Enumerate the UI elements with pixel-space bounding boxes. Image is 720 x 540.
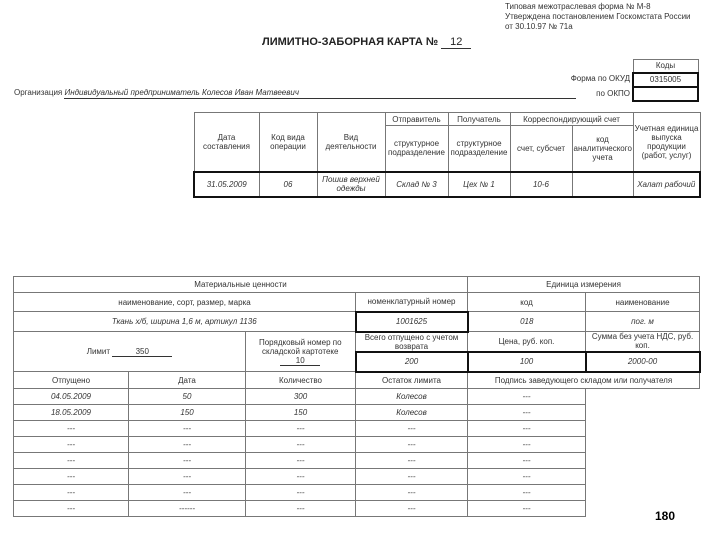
sum-value: 2000-00 [586, 352, 700, 372]
header-release-date: Дата [129, 372, 246, 389]
total-value: 200 [356, 352, 468, 372]
cell-activity: Пошив верхней одежды [317, 172, 385, 197]
cell-signature-extra: --- [468, 437, 586, 453]
header-code: код [468, 293, 586, 312]
header-receiver-sub: структурное подразделение [448, 126, 510, 172]
table-row [14, 469, 700, 485]
cell-balance: --- [246, 437, 356, 453]
header-unit: Учетная единица выпуска продукции (работ, услуг) [633, 113, 700, 172]
table-row [14, 501, 700, 517]
cell-quantity: --- [129, 469, 246, 485]
cell-date: 18.05.2009 [14, 405, 129, 421]
header-nomenclature: номенклатурный номер [356, 293, 468, 312]
cell-signature-extra: --- [468, 453, 586, 469]
cell-subaccount: 10-6 [510, 172, 572, 197]
material-code: 018 [468, 312, 586, 332]
cell-quantity: ------ [129, 501, 246, 517]
header-sum: Сумма без учета НДС, руб. коп. [586, 332, 700, 352]
header-quantity: Количество [246, 372, 356, 389]
cell-analytic [572, 172, 633, 197]
materials-table [13, 276, 701, 517]
table-row [194, 172, 700, 197]
header-receiver: Получатель [448, 113, 510, 126]
header-sender: Отправитель [385, 113, 448, 126]
form-header-note [505, 2, 691, 32]
approval-date-text: от 30.10.97 № 71а [505, 22, 573, 31]
cell-quantity: --- [129, 421, 246, 437]
cell-date: 04.05.2009 [14, 389, 129, 405]
released-label: Отпущено [14, 372, 129, 389]
card-number-value: 10 [280, 356, 320, 366]
material-name: Ткань х/б, ширина 1,6 м, артикул 1136 [14, 312, 356, 332]
header-price: Цена, руб. коп. [468, 332, 586, 352]
header-sender-sub: структурное подразделение [385, 126, 448, 172]
cell-date: --- [14, 453, 129, 469]
cell-date: --- [14, 421, 129, 437]
header-limit-balance: Остаток лимита [356, 372, 468, 389]
cell-signature: --- [356, 421, 468, 437]
table-row [14, 453, 700, 469]
cell-signature-extra: --- [468, 389, 586, 405]
cell-quantity: --- [129, 453, 246, 469]
codes-table [632, 59, 699, 102]
header-date: Дата составления [194, 113, 259, 172]
cell-signature: --- [356, 437, 468, 453]
price-value: 100 [468, 352, 586, 372]
cell-op-code: 06 [259, 172, 317, 197]
cell-quantity: 50 [129, 389, 246, 405]
organization-line [14, 88, 576, 99]
cell-signature-extra: --- [468, 501, 586, 517]
header-signature: Подпись заведующего складом или получателя [468, 372, 700, 389]
page-title [262, 36, 471, 49]
cell-signature: --- [356, 485, 468, 501]
cell-quantity: --- [129, 437, 246, 453]
card-cell [246, 332, 356, 372]
header-total: Всего отпущено с учетом возврата [356, 332, 468, 352]
cell-signature: --- [356, 453, 468, 469]
header-analytic: код аналитического учета [572, 126, 633, 172]
codes-header: Коды [633, 60, 698, 73]
approval-text: Утверждена постановлением Госкомстата России [505, 12, 691, 21]
cell-signature: Колесов [356, 389, 468, 405]
cell-signature: Колесов [356, 405, 468, 421]
table-row [14, 405, 700, 421]
form-type-text: Типовая межотраслевая форма № М-8 [505, 2, 651, 11]
limit-cell [14, 332, 246, 372]
cell-signature-extra: --- [468, 405, 586, 421]
okud-label: Форма по ОКУД [570, 74, 630, 83]
table-row [14, 389, 700, 405]
cell-balance: --- [246, 421, 356, 437]
table-row [14, 421, 700, 437]
cell-unit: Халат рабочий [633, 172, 700, 197]
okpo-label: по ОКПО [596, 89, 630, 98]
header-unit-measure: Единица измерения [468, 277, 700, 293]
title-label: ЛИМИТНО-ЗАБОРНАЯ КАРТА № [262, 36, 439, 48]
header-unit-name: наименование [586, 293, 700, 312]
cell-signature-extra: --- [468, 485, 586, 501]
page-number: 180 [655, 509, 676, 523]
cell-date: --- [14, 469, 129, 485]
cell-balance: --- [246, 453, 356, 469]
cell-balance: --- [246, 469, 356, 485]
cell-signature-extra: --- [468, 469, 586, 485]
cell-signature: --- [356, 469, 468, 485]
limit-value: 350 [112, 347, 172, 357]
organization-label: Организация [14, 88, 63, 97]
table-row [14, 437, 700, 453]
cell-quantity: --- [129, 485, 246, 501]
cell-quantity: 150 [129, 405, 246, 421]
header-activity: Вид деятельности [317, 113, 385, 172]
okud-code: 0315005 [633, 73, 698, 87]
table-row [14, 485, 700, 501]
header-name: наименование, сорт, размер, марка [14, 293, 356, 312]
cell-date: --- [14, 437, 129, 453]
header-materials: Материальные ценности [14, 277, 468, 293]
header-op-code: Код вида операции [259, 113, 317, 172]
limit-label: Лимит [86, 346, 111, 356]
cell-date: --- [14, 485, 129, 501]
cell-balance: --- [246, 485, 356, 501]
cell-sender: Склад № 3 [385, 172, 448, 197]
card-label: Порядковый номер по складской картотеке [258, 337, 342, 356]
cell-receiver: Цех № 1 [448, 172, 510, 197]
cell-signature-extra: --- [468, 421, 586, 437]
material-unit-name: пог. м [586, 312, 700, 332]
cell-date: --- [14, 501, 129, 517]
cell-balance: --- [246, 501, 356, 517]
cell-signature: --- [356, 501, 468, 517]
okpo-code [633, 87, 698, 101]
card-number: 12 [441, 36, 471, 49]
cell-balance: 150 [246, 405, 356, 421]
cell-date: 31.05.2009 [194, 172, 259, 197]
header-account: Корреспондирующий счет [510, 113, 633, 126]
material-nomenclature: 1001625 [356, 312, 468, 332]
operation-table [193, 112, 701, 198]
header-subaccount: счет, субсчет [510, 126, 572, 172]
cell-balance: 300 [246, 389, 356, 405]
organization-value: Индивидуальный предприниматель Колесов Иван Матвеевич [64, 88, 576, 99]
